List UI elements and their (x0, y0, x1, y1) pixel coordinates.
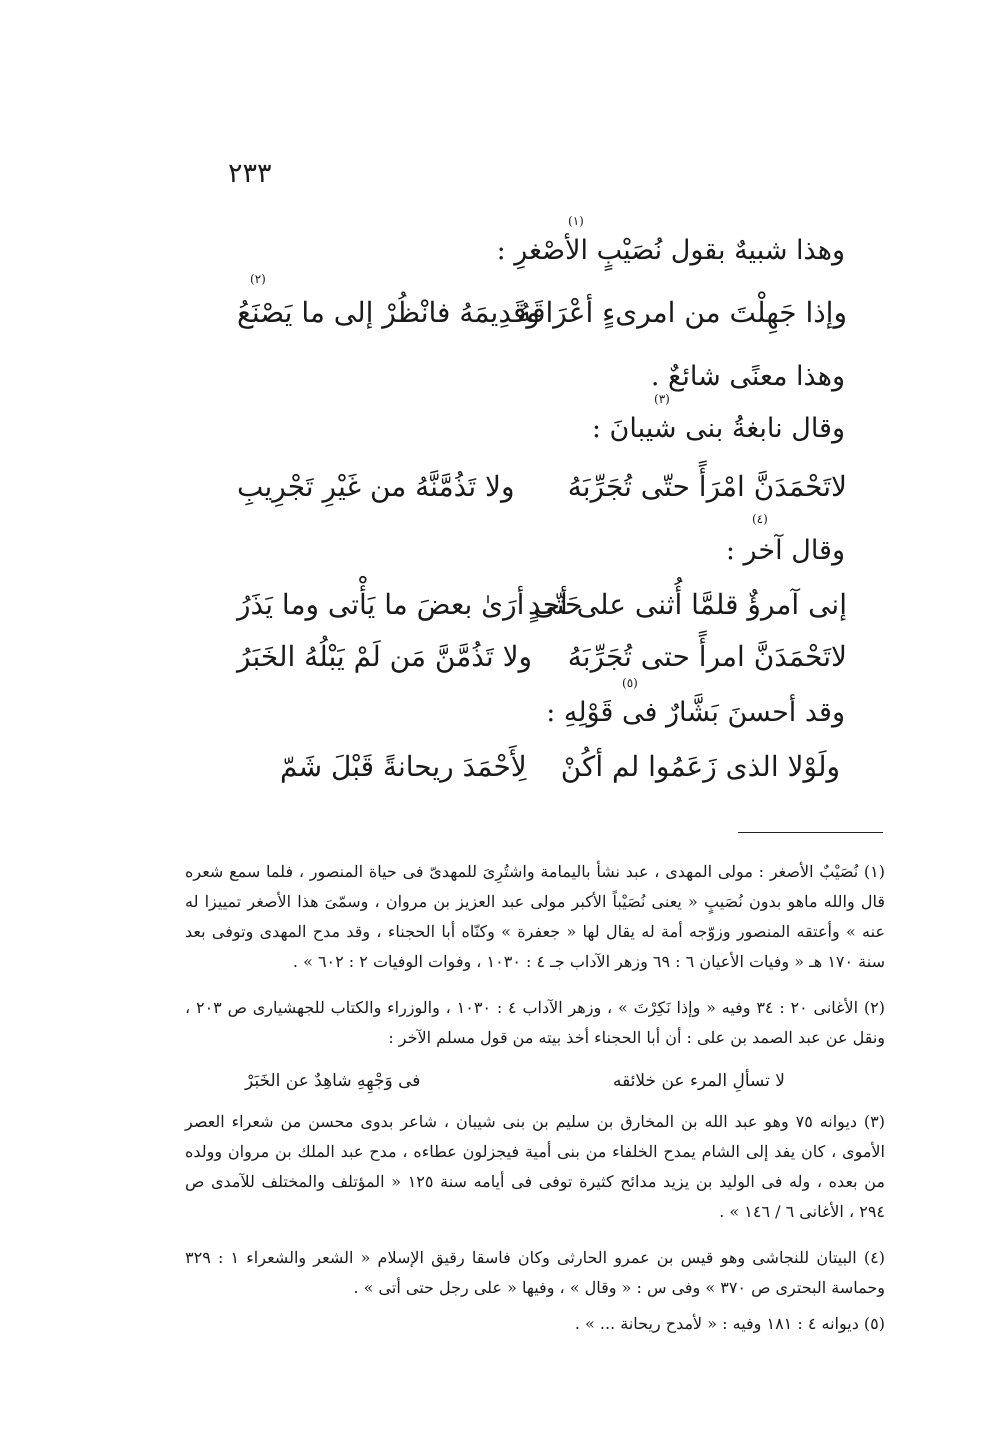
footnote-4: (٤) البيتان للنجاشى وهو قيس بن عمرو الحارثى وكان فاسقا رقيق الإسلام « الشعر والشعراء ١ : ٣٢٩ وحماسة البحترى ص ٣٧٠ » وفى س : « وقال » ، وفيها « على رجل حتى أتى » . (185, 1248, 886, 1297)
verse-4 (237, 640, 847, 680)
footnote-3: (٣) ديوانه ٧٥ وهو عبد الله بن المخارق بن سليم بن بنى شيبان ، شاعر بدوى محسن من شعراء العصر الأموى ، كان يفد إلى الشام يمدح الخلفاء من بنى أمية فيجزلون عطاءه ، مدح عبد الملك بن مروان وولده من بعده ، وله فى الوليد بن يزيد مدائح كثيرة توفى فى أيامه سنة ١٢٥ « المؤتلف والمختلف للآمدى ص ٢٩٤ ، الأغانى ٦ / ١٤٦ » . (185, 1112, 886, 1221)
verse-5 (280, 750, 840, 790)
footnote-marker-2: (٢) (250, 272, 266, 286)
intro-text: وهذا شبيهٌ بقول نُصَيْبٍ الأصْغرِ : (496, 235, 845, 266)
intro-text: وقال نابغةُ بنى شيبانَ : (591, 413, 845, 444)
footnote-5: (٥) ديوانه ٤ : ١٨١ وفيه : « لأمدح ريحانة ... » . (574, 1314, 885, 1333)
intro-line-4 (155, 698, 845, 728)
verse-second-hemistich: لِأَحْمَدَ ريحانةً قَبْلَ شَمّ (280, 750, 527, 783)
footnote-marker-5: (٥) (622, 676, 638, 690)
footnote-marker-4: (٤) (752, 512, 768, 526)
intro-text: وقال آخر : (725, 535, 845, 566)
verse-second-hemistich: فى وَجْهِهِ شاهِدٌ عن الخَبَرْ (245, 1071, 421, 1091)
footnote-1: (١) نُصَيْبٌ الأصغر : مولى المهدى ، عبد نشأ باليمامة واشتُرِىَ للمهدىّ فى حياة المنصور ، فلما سمع شعره قال والله ماهو بدون نُصَيبٍ « يعنى نُصَيْباً الأكبر مولى عبد العزيز بن مروان ، وسمّىَ هذا الأصغر تمييزا له عنه » وأعتقه المنصور وزوّجه أمة له يقال لها « جعفرة » وكنّاه أبا الحجناء ، وقد مدح المهدى وتوفى بعد سنة ١٧٠ هـ « وفيات الأعيان ٦ : ٦٩ وزهر الآداب جـ ٤ : ١٠٣٠ ، وفوات الوفيات ٢ : ٦٠٢ » . (185, 862, 886, 971)
intro-line-3 (155, 536, 845, 566)
verse-second-hemistich: ولا تَذُمَّنَّهُ من غَيْرِ تَجْرِيبِ (237, 470, 515, 503)
footnote-marker-3: (٣) (654, 392, 670, 406)
intro-line-2 (155, 414, 845, 444)
verse-second-hemistich: حَتّى أرَىٰ بعضَ ما يَأْتى وما يَذَرُ (237, 588, 583, 621)
verse-1 (237, 296, 847, 336)
footnote-2: (٢) الأغانى ٢٠ : ٣٤ وفيه « وإذا نَكِرْتَ » ، وزهر الآداب ٤ : ١٠٣٠ ، والوزراء والكتاب للجهشيارى ص ٢٠٣ ، ونقل عن عبد الصمد بن على : أن أبا الحجناء أخذ بيته من قول مسلم الآخر : (185, 998, 886, 1047)
verse-first-hemistich: إنى آمرؤٌ قلمَّا أُثنى على أحدٍ (528, 588, 847, 621)
verse-second-hemistich: وقَدِيمَهُ فانْظُرْ إلى ما يَصْنَعُ (237, 296, 540, 329)
page-number: ٢٣٣ (228, 158, 272, 189)
verse-first-hemistich: ولَوْلا الذى زَعَمُوا لم أكُنْ (560, 750, 840, 783)
verse-first-hemistich: لا تسألِ المرء عن خلائقه (612, 1071, 785, 1091)
verse-3 (237, 588, 847, 628)
intro-text: وقد أحسنَ بَشَّارٌ فى قَوْلِهِ : (546, 697, 845, 728)
verse-first-hemistich: وإذا جَهِلْتَ من امرىءٍ أعْرَاقَهُ (517, 296, 847, 329)
footnote-2-verse (245, 1071, 785, 1099)
verse-second-hemistich: ولا تَذُمَّنَّ مَن لَمْ يَبْلُهُ الخَبَرُ (237, 640, 533, 673)
verse-first-hemistich: لاتَحْمَدَنَّ امرأً حتى تُجَرِّبَهُ (567, 640, 847, 673)
comment-line-1 (155, 362, 845, 392)
footnote-separator (738, 832, 883, 833)
intro-line-1 (155, 236, 845, 266)
comment-text: وهذا معنًى شائعٌ . (650, 361, 845, 392)
verse-first-hemistich: لاتَحْمَدَنَّ امْرَأً حتّى تُجَرِّبَهُ (567, 470, 847, 503)
footnote-marker-1: (١) (568, 214, 584, 228)
verse-2 (237, 470, 847, 510)
